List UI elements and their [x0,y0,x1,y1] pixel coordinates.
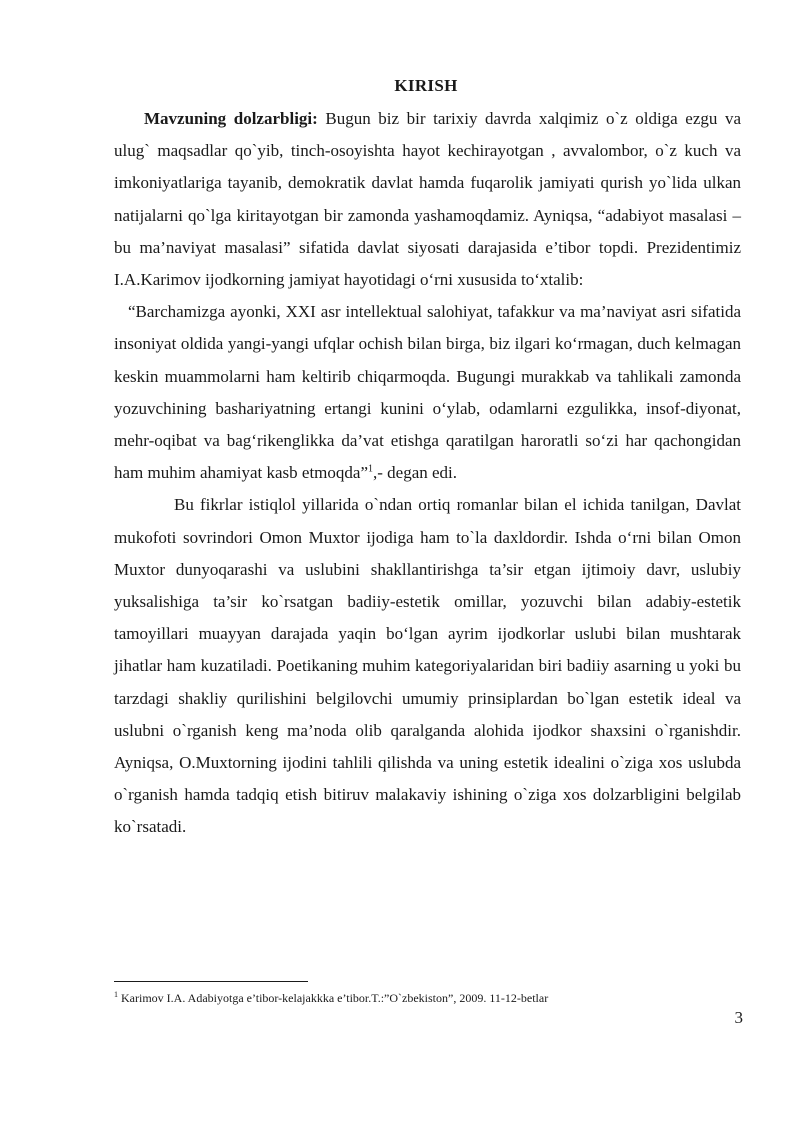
paragraph-quote [114,296,741,489]
footnote-number: 1 [114,990,118,999]
relevance-text: Bugun biz bir tarixiy davrda xalqimiz o`z oldiga ezgu va ulug` maqsadlar qo`yib, tinch-osoyishta hayot kechirayotgan , avvalombor, o`z kuch va imkoniyatlariga tayanib, demokratik davlat hamda fuqarolik jamiyati qurish yo`lida ulkan natijalarni qo`lga kiritayotgan bir zamonda yashamoqdamiz. Ayniqsa, “adabiyot masalasi – bu ma’naviyat masalasi” sifatida davlat siyosati darajasida e’tibor topdi. Prezidentimiz I.A.Karimov ijodkorning jamiyat hayotidagi o‘rni xususida to‘xtalib: [114,109,742,290]
quote-tail: ,- degan edi. [373,463,458,483]
footnote-reference[interactable]: 1 [368,463,373,475]
body-text [114,103,741,844]
paragraph-omon-muxtor [114,489,741,843]
page-heading: KIRISH [394,76,458,95]
footnote-separator [114,981,308,982]
president-quote: “Barchamizga ayonki, XXI asr intellektual salohiyat, tafakkur va ma’naviyat asri sifatida insoniyat oldida yangi-yangi ufqlar ochish bilan birga, biz ilgari ko‘rmagan, duch kelmagan keskin muammolarni ham keltirib chiqarmoqda. Bugungi murakkab va tahlikali zamonda yozuvchining bashariyatning ertangi kunini o‘ylab, odamlarni ezgulikka, insof-diyonat, mehr-oqibat va bag‘rikenglikka da’vat etishga qaratilgan haroratli so‘zi har qachongidan ham muhim ahamiyat kasb etmoqda” [114,302,741,483]
paragraph-relevance [114,103,741,296]
omon-muxtor-text: Bu fikrlar istiqlol yillarida o`ndan ortiq romanlar bilan el ichida tanilgan, Davlat mukofoti sovrindori Omon Muxtor ijodiga ham to`la daxldordir. Ishda o‘rni bilan Omon Muxtor dunyoqarashi va uslubini shakllantirishga ta’sir etgan ijtimoiy davr, uslubiy yuksalishiga ta’sir ko`rsatgan badiiy-estetik omillar, yozuvchi bilan adabiy-estetik tamoyillari muayyan darajada yaqin bo‘lgan ayrim ijodkorlar uslubi bilan mushtarak jihatlar ham kuzatiladi. Poetikaning muhim kategoriyalaridan biri badiiy asarning u yoki bu tarzdagi shakliy qurilishini belgilovchi umumiy prinsiplardan bo`lgan estetik ideal va uslubni o`rganish keng ma’noda olib qaralganda alohida ijodkor shaxsini o`rganishdir. Ayniqsa, O.Muxtorning ijodini tahlili qilishda va uning estetik idealini o`ziga xos uslubda o`rganish hamda tadqiq etish bitiruv malakaviy ishining o`ziga xos dolzarbligini belgilab ko`rsatadi. [114,495,741,837]
relevance-lead: Mavzuning dolzarbligi: [144,109,318,128]
footnote [114,990,754,1006]
footnote-text: Karimov I.A. Adabiyotga e’tibor-kelajakkka e’tibor.T.:”O`zbekiston”, 2009. 11-12-betlar [118,991,549,1005]
page-number: 3 [734,1008,743,1027]
